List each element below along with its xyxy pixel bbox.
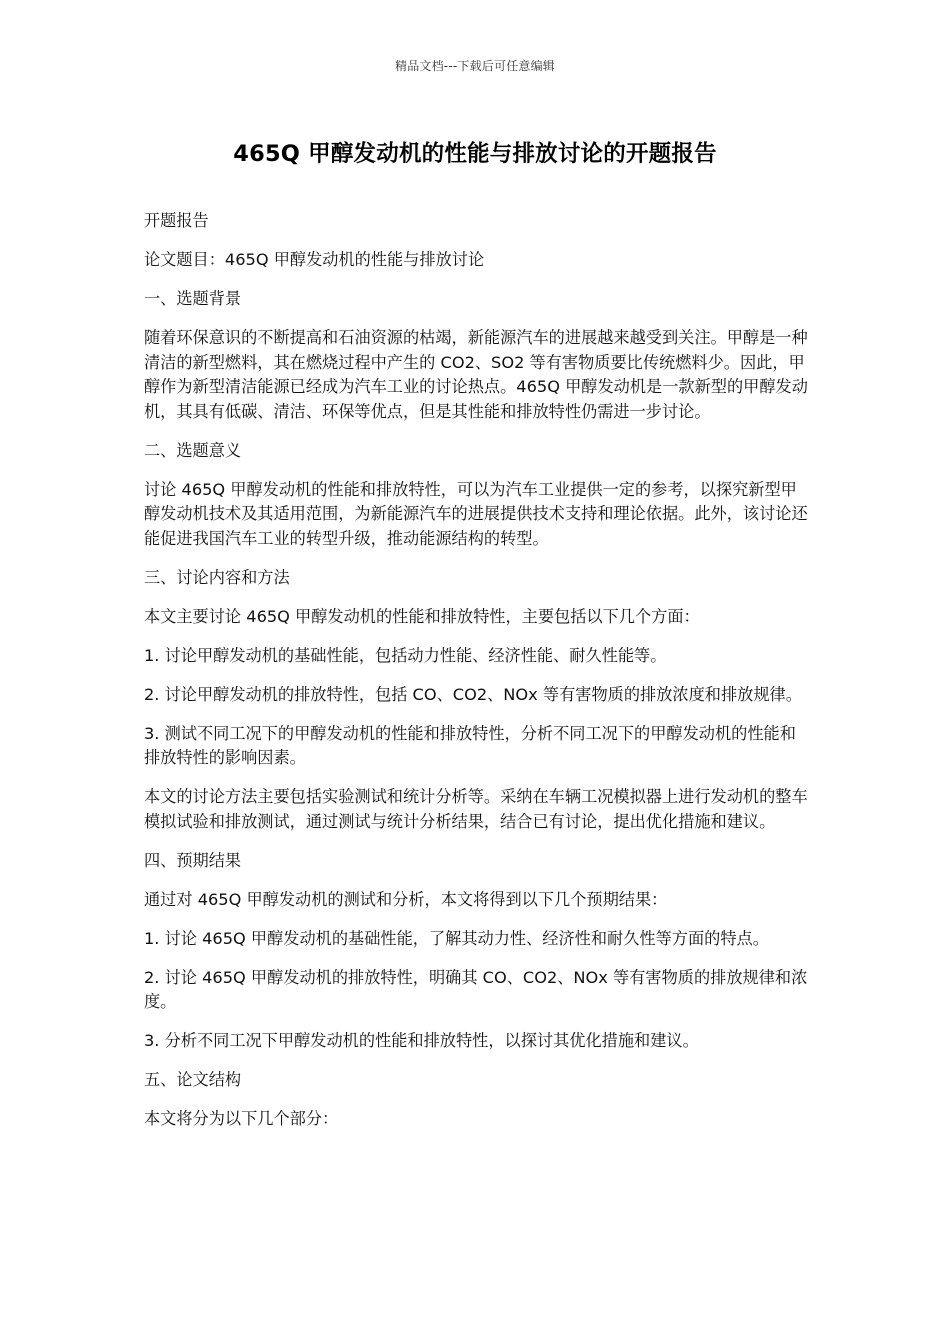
thesis-title-line: 论文题目：465Q 甲醇发动机的性能与排放讨论 <box>144 250 485 269</box>
header-note: 精品文档---下载后可任意编辑 <box>395 59 555 73</box>
section-heading-structure: 五、论文结构 <box>144 1070 242 1089</box>
list-item-content-3: 3. 测试不同工况下的甲醇发动机的性能和排放特性，分析不同工况下的甲醇发动机的性能和排放特性的影响因素。 <box>144 723 796 767</box>
paragraph-structure-intro: 本文将分为以下几个部分： <box>144 1109 339 1128</box>
document-title: 465Q 甲醇发动机的性能与排放讨论的开题报告 <box>233 141 717 167</box>
document-body <box>144 209 812 1146</box>
list-item-result-1: 1. 讨论 465Q 甲醇发动机的基础性能，了解其动力性、经济性和耐久性等方面的特点。 <box>144 928 769 948</box>
paragraph-significance: 讨论 465Q 甲醇发动机的性能和排放特性，可以为汽车工业提供一定的参考，以探究新型甲醇发动机技术及其适用范围，为新能源汽车的进展提供技术支持和理论依据。此外，该讨论还能促进我国汽车工业的转型升级，推动能源结构的转型。 <box>144 479 808 548</box>
section-heading-expected-results: 四、预期结果 <box>144 850 242 870</box>
section-heading-content-methods: 三、讨论内容和方法 <box>144 567 290 587</box>
paragraph-methods: 本文的讨论方法主要包括实验测试和统计分析等。采纳在车辆工况模拟器上进行发动机的整车模拟试验和排放测试，通过测试与统计分析结果，结合已有讨论，提出优化措施和建议。 <box>144 787 808 831</box>
list-item-content-2: 2. 讨论甲醇发动机的排放特性，包括 CO、CO2、NOx 等有害物质的排放浓度和排放规律。 <box>144 684 802 704</box>
paragraph-background: 随着环保意识的不断提高和石油资源的枯竭，新能源汽车的进展越来越受到关注。甲醇是一种清洁的新型燃料，其在燃烧过程中产生的 CO2、SO2 等有害物质要比传统燃料少。因此，甲醇作为新型清洁能源已经成为汽车工业的讨论热点。465Q 甲醇发动机是一款新型的甲醇发动机，其具有低碳、清洁、环保等优点，但是其性能和排放特性仍需进一步讨论。 <box>144 328 808 421</box>
paragraph-results-intro: 通过对 465Q 甲醇发动机的测试和分析，本文将得到以下几个预期结果： <box>144 889 668 909</box>
section-heading-background: 一、选题背景 <box>144 289 242 308</box>
list-item-content-1: 1. 讨论甲醇发动机的基础性能，包括动力性能、经济性能、耐久性能等。 <box>144 645 667 665</box>
list-item-result-3: 3. 分析不同工况下甲醇发动机的性能和排放特性，以探讨其优化措施和建议。 <box>144 1031 699 1050</box>
list-item-result-2: 2. 讨论 465Q 甲醇发动机的排放特性，明确其 CO、CO2、NOx 等有害物质的排放规律和浓度。 <box>144 967 808 1011</box>
label-report: 开题报告 <box>144 211 209 230</box>
paragraph-content-intro: 本文主要讨论 465Q 甲醇发动机的性能和排放特性，主要包括以下几个方面： <box>144 606 700 626</box>
section-heading-significance: 二、选题意义 <box>144 440 242 460</box>
